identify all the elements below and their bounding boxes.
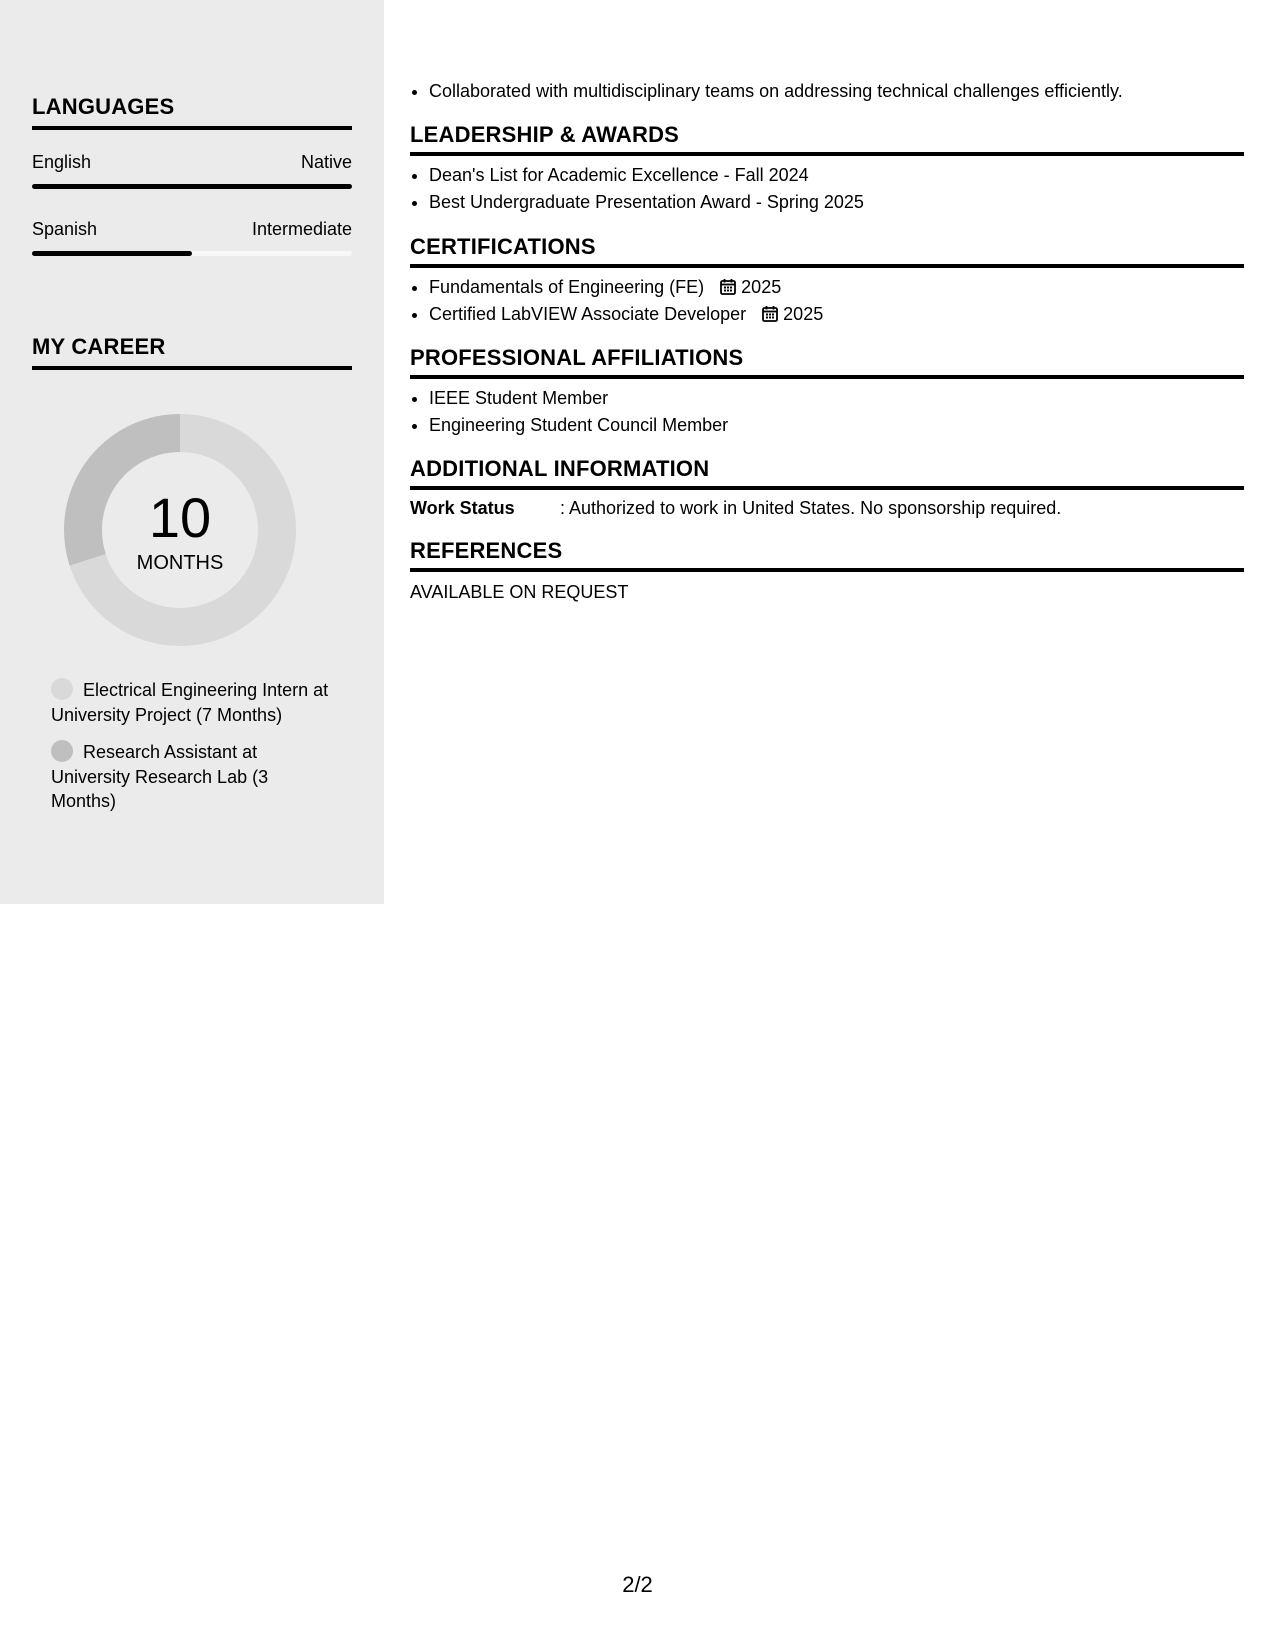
affiliations-heading: PROFESSIONAL AFFILIATIONS <box>410 345 1244 379</box>
certification-item <box>429 274 1244 301</box>
additional-info-heading: ADDITIONAL INFORMATION <box>410 456 1244 490</box>
experience-bullet: • Collaborated with multidisciplinary teams on addressing technical challenges efficiently. <box>429 78 1244 105</box>
legend-swatch <box>51 740 73 762</box>
leadership-heading: LEADERSHIP & AWARDS <box>410 122 1244 156</box>
certification-name: Certified LabVIEW Associate Developer <box>429 304 747 324</box>
sidebar <box>0 0 384 904</box>
award-item: • Best Undergraduate Presentation Award - Spring 2025 <box>429 189 1244 216</box>
language-proficiency-fill <box>32 184 352 189</box>
certification-year: 2025 <box>783 304 824 324</box>
certification-name: Fundamentals of Engineering (FE) <box>429 277 705 297</box>
language-level: Intermediate <box>251 219 352 239</box>
career-total-unit: MONTHS <box>136 551 224 574</box>
career-heading: MY CAREER <box>32 334 352 370</box>
languages-section <box>32 94 352 256</box>
affiliations-section <box>410 345 1244 439</box>
language-proficiency-bar <box>32 251 352 256</box>
career-legend-item-1 <box>51 678 331 727</box>
affiliation-item: • IEEE Student Member <box>429 385 1244 412</box>
references-text: AVAILABLE ON REQUEST <box>410 582 629 602</box>
references-section <box>410 538 1244 603</box>
certifications-section <box>410 234 1244 328</box>
affiliation-item: • Engineering Student Council Member <box>429 412 1244 439</box>
experience-continuation <box>410 78 1244 105</box>
career-legend-item-2 <box>51 740 311 814</box>
language-item-spanish <box>32 219 352 256</box>
language-item-english <box>32 152 352 189</box>
language-proficiency-fill <box>32 251 192 256</box>
language-level: Native <box>300 152 352 172</box>
certification-year: 2025 <box>741 277 782 297</box>
leadership-section <box>410 122 1244 216</box>
donut-center <box>64 414 296 646</box>
legend-label: Electrical Engineering Intern at University Project (7 Months) <box>51 680 329 725</box>
award-item: • Dean's List for Academic Excellence - Fall 2024 <box>429 162 1244 189</box>
languages-heading: LANGUAGES <box>32 94 352 130</box>
references-heading: REFERENCES <box>410 538 1244 572</box>
legend-label: Research Assistant at University Research Lab (3 Months) <box>51 742 269 811</box>
language-name: English <box>32 152 92 172</box>
certification-item <box>429 301 1244 328</box>
language-name: Spanish <box>32 219 98 239</box>
career-donut-chart <box>64 414 296 646</box>
work-status-label: Work Status <box>410 498 515 518</box>
page-number: 2/2 <box>622 1572 653 1597</box>
work-status-value: : Authorized to work in United States. No sponsorship required. <box>560 498 1062 518</box>
certifications-heading: CERTIFICATIONS <box>410 234 1244 268</box>
calendar-icon <box>719 278 737 296</box>
legend-swatch <box>51 678 73 700</box>
career-section <box>32 334 352 370</box>
work-status-row <box>410 498 1244 519</box>
language-proficiency-bar <box>32 184 352 189</box>
career-total-number: 10 <box>148 485 212 549</box>
calendar-icon <box>761 305 779 323</box>
additional-info-section <box>410 456 1244 519</box>
